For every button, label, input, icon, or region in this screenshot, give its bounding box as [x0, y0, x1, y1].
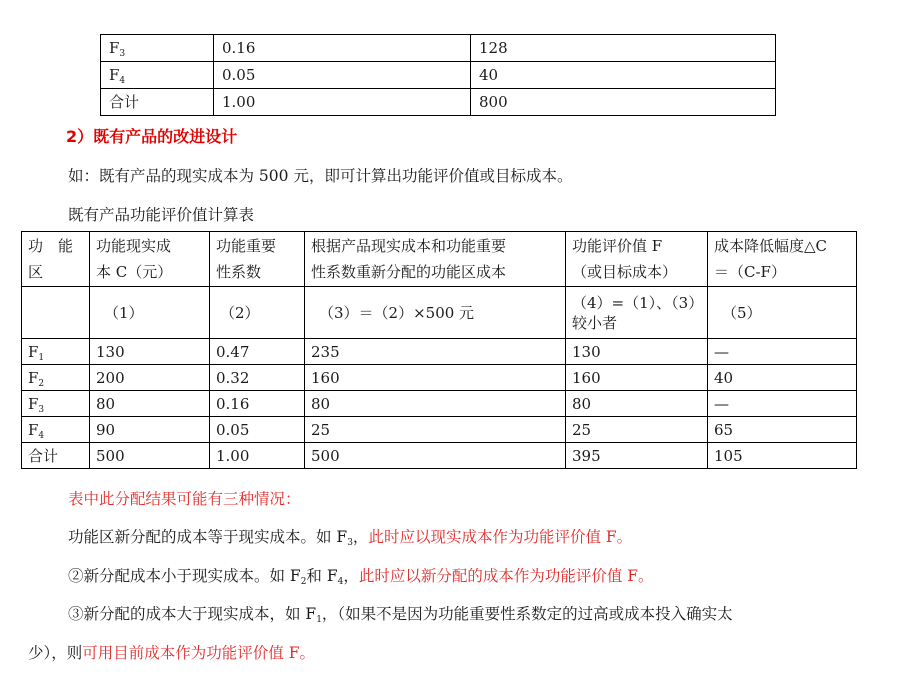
formula-cell: （3）＝（2）×500 元 [305, 287, 566, 339]
actual-cost-cell: 80 [90, 391, 210, 417]
table-caption: 既有产品功能评价值计算表 [68, 206, 255, 224]
function-cell: $F_3$ [101, 35, 214, 62]
function-cell: 合计 [22, 443, 90, 469]
table-row [101, 62, 776, 89]
function-cell: $F_3$ [22, 391, 90, 417]
header-evaluation-value: 功能评价值 F （或目标成本） [566, 232, 708, 287]
table-row [101, 35, 776, 62]
importance-cell: 0.05 [210, 417, 305, 443]
table-row [101, 89, 776, 116]
header-importance: 功能重要 性系数 [210, 232, 305, 287]
case-1-paragraph: 功能区新分配的成本等于现实成本。如 $F_3$，此时应以现实成本作为功能评价值 F。 [68, 528, 633, 548]
evaluation-table [21, 231, 857, 469]
formula-cell: （1） [90, 287, 210, 339]
function-cell: $F_4$ [22, 417, 90, 443]
allocated-cost-cell: 500 [305, 443, 566, 469]
weight-cell: 1.00 [214, 89, 471, 116]
case-2-paragraph: ②新分配成本小于现实成本。如 $F_2$和 $F_4$，此时应以新分配的成本作为功能评价值 F。 [68, 567, 654, 587]
cost-reduction-cell: — [708, 391, 857, 417]
case-3-continuation: 少），则可用目前成本作为功能评价值 F。 [28, 644, 315, 662]
table-row [22, 417, 857, 443]
header-allocated-cost: 根据产品现实成本和功能重要 性系数重新分配的功能区成本 [305, 232, 566, 287]
function-cell: 合计 [101, 89, 214, 116]
table-formula-row [22, 287, 857, 339]
cost-cell: 40 [471, 62, 776, 89]
importance-cell: 0.47 [210, 339, 305, 365]
function-cell: $F_1$ [22, 339, 90, 365]
actual-cost-cell: 200 [90, 365, 210, 391]
evaluation-value-cell: 130 [566, 339, 708, 365]
cost-reduction-cell: 40 [708, 365, 857, 391]
header-actual-cost: 功能现实成 本 C（元） [90, 232, 210, 287]
actual-cost-cell: 500 [90, 443, 210, 469]
function-cell: $F_4$ [101, 62, 214, 89]
allocated-cost-cell: 25 [305, 417, 566, 443]
table-header-row [22, 232, 857, 287]
formula-cell [22, 287, 90, 339]
section-heading: 2）既有产品的改进设计 [66, 127, 238, 146]
importance-cell: 0.32 [210, 365, 305, 391]
header-cost-reduction: 成本降低幅度△C ＝（C-F） [708, 232, 857, 287]
allocated-cost-cell: 235 [305, 339, 566, 365]
importance-cell: 1.00 [210, 443, 305, 469]
allocated-cost-cell: 80 [305, 391, 566, 417]
notes-intro: 表中此分配结果可能有三种情况： [68, 490, 301, 508]
case-3-paragraph: ③新分配的成本大于现实成本，如 $F_1$，（如果不是因为功能重要性系数定的过高或成本投入确实太 [68, 605, 733, 625]
importance-cell: 0.16 [210, 391, 305, 417]
actual-cost-cell: 90 [90, 417, 210, 443]
formula-cell: （2） [210, 287, 305, 339]
intro-paragraph: 如：既有产品的现实成本为 500 元，即可计算出功能评价值或目标成本。 [68, 167, 573, 185]
top-table [100, 34, 776, 116]
evaluation-value-cell: 395 [566, 443, 708, 469]
table-row [22, 339, 857, 365]
function-cell: $F_2$ [22, 365, 90, 391]
allocated-cost-cell: 160 [305, 365, 566, 391]
header-function-area: 功 能 区 [22, 232, 90, 287]
cost-cell: 128 [471, 35, 776, 62]
table-row [22, 365, 857, 391]
weight-cell: 0.16 [214, 35, 471, 62]
cost-reduction-cell: 65 [708, 417, 857, 443]
table-row [22, 391, 857, 417]
cost-reduction-cell: 105 [708, 443, 857, 469]
actual-cost-cell: 130 [90, 339, 210, 365]
evaluation-value-cell: 25 [566, 417, 708, 443]
formula-cell: （4）=（1）、（3） 较小者 [566, 287, 708, 339]
weight-cell: 0.05 [214, 62, 471, 89]
cost-cell: 800 [471, 89, 776, 116]
formula-cell: （5） [708, 287, 857, 339]
table-total-row [22, 443, 857, 469]
cost-reduction-cell: — [708, 339, 857, 365]
evaluation-value-cell: 80 [566, 391, 708, 417]
evaluation-value-cell: 160 [566, 365, 708, 391]
